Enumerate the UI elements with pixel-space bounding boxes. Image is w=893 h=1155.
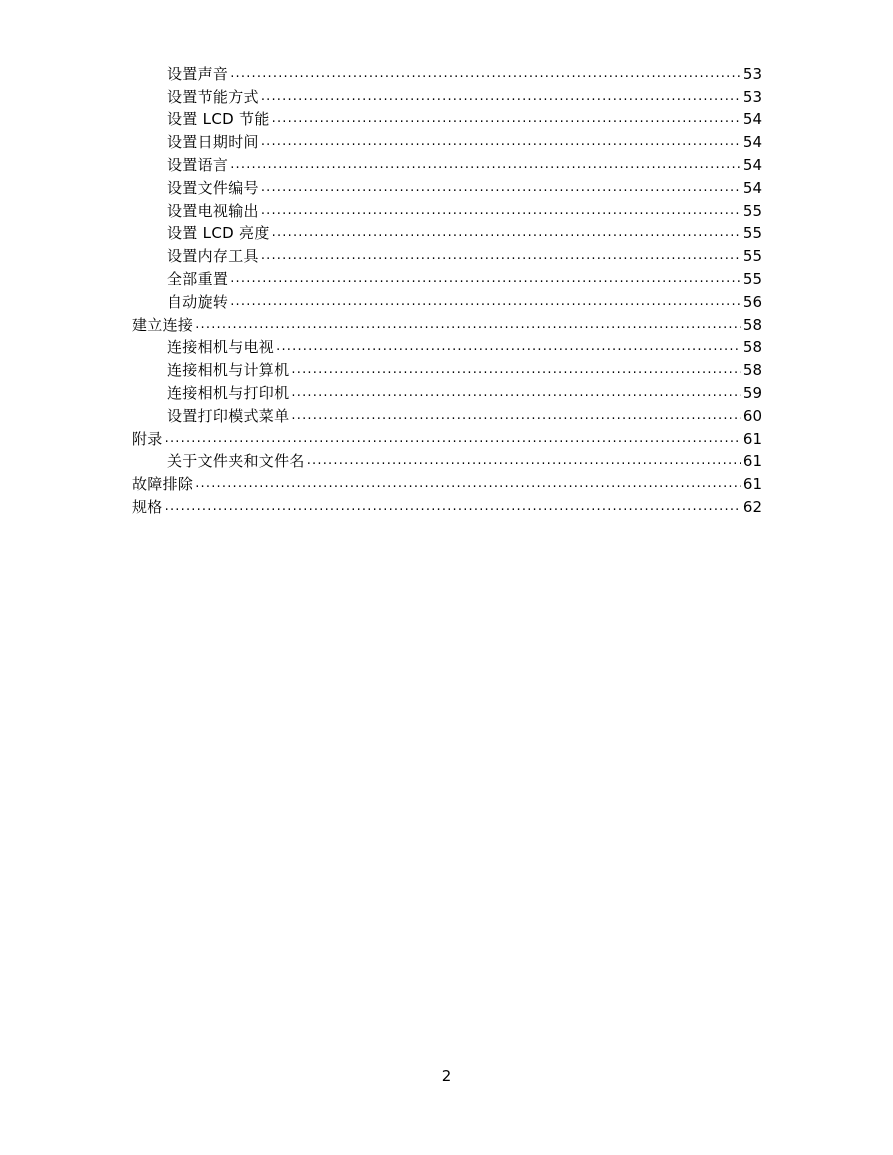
toc-entry-page-number: 56 bbox=[742, 292, 762, 311]
toc-dot-leader bbox=[276, 336, 741, 358]
toc-dot-leader bbox=[195, 314, 741, 336]
toc-entry[interactable] bbox=[132, 358, 762, 381]
toc-entry[interactable] bbox=[132, 244, 762, 267]
toc-entry-page-number: 54 bbox=[742, 178, 762, 197]
toc-entry-title: 设置电视输出 bbox=[167, 201, 259, 220]
toc-entry-title: 设置内存工具 bbox=[167, 247, 259, 266]
toc-entry-page-number: 61 bbox=[742, 452, 762, 471]
toc-entry[interactable] bbox=[132, 381, 762, 404]
toc-entry-page-number: 55 bbox=[742, 269, 762, 288]
toc-entry-page-number: 55 bbox=[742, 201, 762, 220]
toc-dot-leader bbox=[261, 86, 741, 108]
toc-entry[interactable] bbox=[132, 222, 762, 245]
toc-entry[interactable] bbox=[132, 290, 762, 313]
toc-entry-title: 附录 bbox=[132, 429, 163, 448]
toc-entry-page-number: 62 bbox=[742, 497, 762, 516]
toc-entry-page-number: 61 bbox=[742, 429, 762, 448]
toc-entry[interactable] bbox=[132, 62, 762, 85]
toc-entry[interactable] bbox=[132, 450, 762, 473]
toc-dot-leader bbox=[272, 108, 741, 130]
toc-entry[interactable] bbox=[132, 153, 762, 176]
toc-entry-page-number: 60 bbox=[742, 406, 762, 425]
toc-entry-title: 连接相机与计算机 bbox=[167, 361, 290, 380]
toc-entry-page-number: 58 bbox=[742, 338, 762, 357]
table-of-contents bbox=[132, 62, 762, 518]
toc-dot-leader bbox=[307, 450, 741, 472]
toc-entry[interactable] bbox=[132, 313, 762, 336]
toc-entry-title: 连接相机与打印机 bbox=[167, 383, 290, 402]
toc-entry-title: 设置节能方式 bbox=[167, 87, 259, 106]
page-number: 2 bbox=[441, 1067, 452, 1085]
toc-entry[interactable] bbox=[132, 176, 762, 199]
toc-entry-page-number: 53 bbox=[742, 87, 762, 106]
toc-dot-leader bbox=[291, 382, 741, 404]
toc-entry-page-number: 54 bbox=[742, 133, 762, 152]
toc-entry-title: 连接相机与电视 bbox=[167, 338, 275, 357]
toc-entry-title: 设置语言 bbox=[167, 155, 229, 174]
toc-entry-title: 设置 LCD 节能 bbox=[167, 110, 270, 129]
toc-dot-leader bbox=[230, 63, 741, 85]
toc-entry-title: 全部重置 bbox=[167, 269, 229, 288]
toc-dot-leader bbox=[272, 222, 741, 244]
toc-entry[interactable] bbox=[132, 427, 762, 450]
toc-entry-title: 建立连接 bbox=[132, 315, 194, 334]
toc-entry[interactable] bbox=[132, 85, 762, 108]
toc-dot-leader bbox=[261, 245, 741, 267]
toc-entry[interactable] bbox=[132, 472, 762, 495]
toc-dot-leader bbox=[165, 496, 741, 518]
toc-entry[interactable] bbox=[132, 495, 762, 518]
toc-entry-title: 规格 bbox=[132, 497, 163, 516]
toc-entry-page-number: 53 bbox=[742, 64, 762, 83]
toc-entry-page-number: 59 bbox=[742, 383, 762, 402]
toc-entry-title: 设置 LCD 亮度 bbox=[167, 224, 270, 243]
toc-entry-title: 设置日期时间 bbox=[167, 133, 259, 152]
toc-dot-leader bbox=[261, 200, 741, 222]
toc-entry[interactable] bbox=[132, 199, 762, 222]
toc-entry-title: 设置声音 bbox=[167, 64, 229, 83]
toc-dot-leader bbox=[261, 177, 741, 199]
toc-entry[interactable] bbox=[132, 404, 762, 427]
toc-dot-leader bbox=[291, 405, 741, 427]
toc-entry-page-number: 55 bbox=[742, 224, 762, 243]
toc-entry[interactable] bbox=[132, 130, 762, 153]
toc-entry-title: 关于文件夹和文件名 bbox=[167, 452, 305, 471]
toc-dot-leader bbox=[195, 473, 741, 495]
toc-entry-title: 故障排除 bbox=[132, 475, 194, 494]
toc-dot-leader bbox=[230, 154, 741, 176]
toc-entry-page-number: 54 bbox=[742, 155, 762, 174]
toc-dot-leader bbox=[165, 428, 741, 450]
toc-dot-leader bbox=[230, 291, 741, 313]
toc-entry-page-number: 58 bbox=[742, 361, 762, 380]
toc-entry[interactable] bbox=[132, 336, 762, 359]
toc-entry-page-number: 54 bbox=[742, 110, 762, 129]
toc-entry-page-number: 61 bbox=[742, 475, 762, 494]
toc-entry-title: 自动旋转 bbox=[167, 292, 229, 311]
toc-entry-title: 设置文件编号 bbox=[167, 178, 259, 197]
toc-entry-page-number: 58 bbox=[742, 315, 762, 334]
toc-entry[interactable] bbox=[132, 267, 762, 290]
toc-entry-title: 设置打印模式菜单 bbox=[167, 406, 290, 425]
toc-dot-leader bbox=[291, 359, 741, 381]
toc-dot-leader bbox=[261, 131, 741, 153]
toc-entry[interactable] bbox=[132, 108, 762, 131]
toc-dot-leader bbox=[230, 268, 741, 290]
toc-entry-page-number: 55 bbox=[742, 247, 762, 266]
